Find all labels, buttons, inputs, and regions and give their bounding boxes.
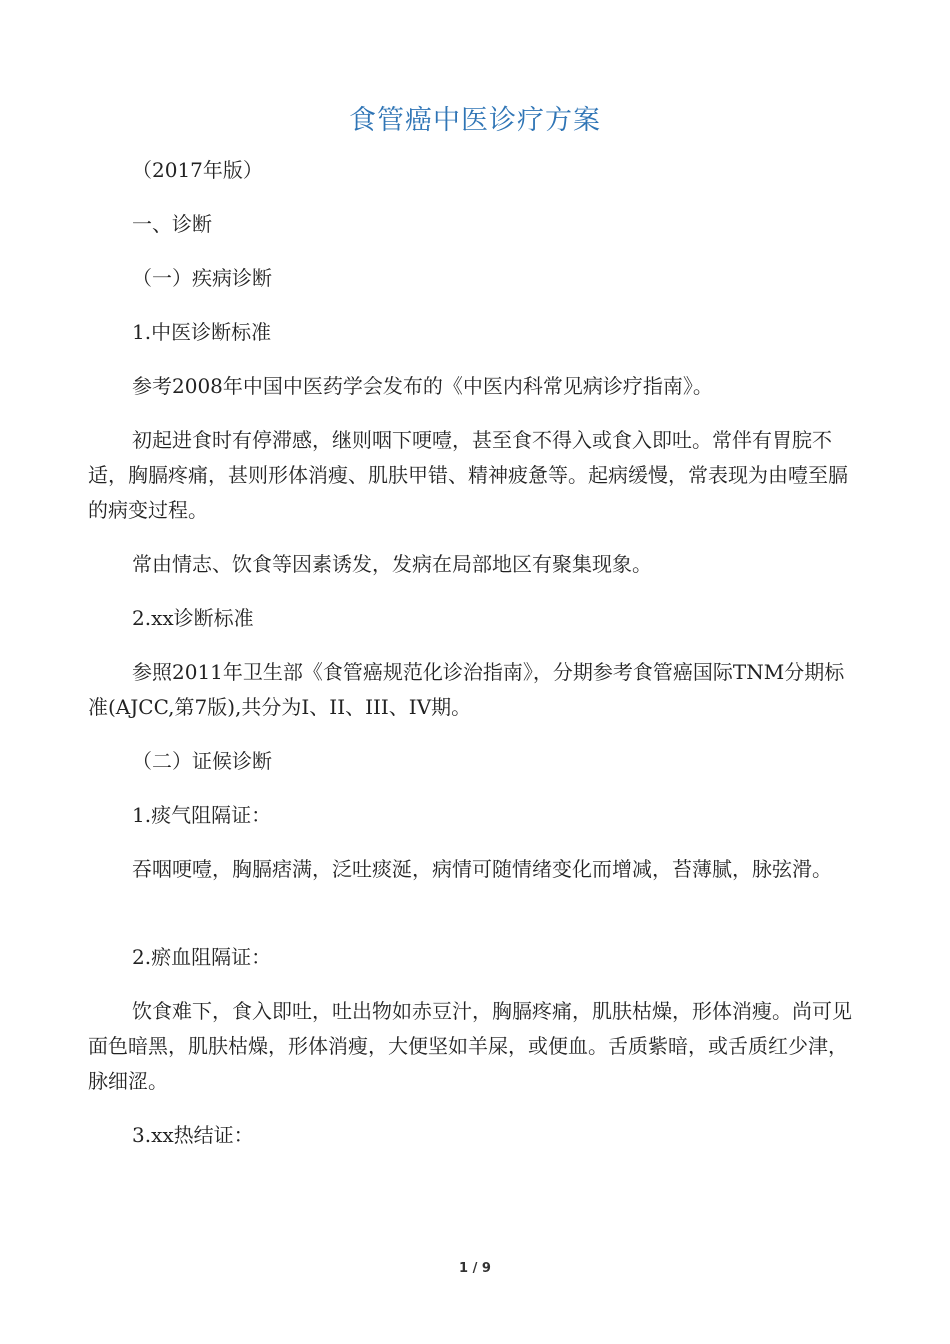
item-heading-phlegm-qi: 1.痰气阻隔证： bbox=[132, 803, 272, 827]
paragraph-blood-stasis: 饮食难下，食入即吐，吐出物如赤豆汁，胸膈疼痛，肌肤枯燥，形体消瘦。尚可见面色暗黑，肌肤枯燥，形体消瘦，大便坚如羊屎，或便血。舌质紫暗，或舌质红少津，脉细涩。 bbox=[88, 999, 852, 1093]
document-title: 食管癌中医诊疗方案 bbox=[349, 105, 601, 136]
subsection-heading-disease-diagnosis: （一）疾病诊断 bbox=[132, 266, 272, 290]
edition-note: （2017年版） bbox=[132, 158, 263, 182]
subsection-heading-syndrome-diagnosis: （二）证候诊断 bbox=[132, 749, 272, 773]
paragraph-triggers: 常由情志、饮食等因素诱发，发病在局部地区有聚集现象。 bbox=[132, 552, 652, 576]
paragraph-staging: 参照2011年卫生部《食管癌规范化诊治指南》，分期参考食管癌国际TNM分期标准(AJCC,第7版),共分为I、II、III、IV期。 bbox=[88, 660, 845, 719]
item-heading-western-criteria: 2.xx诊断标准 bbox=[132, 606, 254, 630]
item-heading-heat-binding: 3.xx热结证： bbox=[132, 1123, 254, 1147]
page-number: 1 / 9 bbox=[459, 1261, 491, 1276]
paragraph-phlegm-qi: 吞咽哽噎，胸膈痞满，泛吐痰涎，病情可随情绪变化而增减，苔薄腻，脉弦滑。 bbox=[132, 857, 832, 881]
item-heading-tcm-criteria: 1.中医诊断标准 bbox=[132, 320, 272, 344]
paragraph-reference-guide: 参考2008年中国中医药学会发布的《中医内科常见病诊疗指南》。 bbox=[132, 374, 713, 398]
section-heading-diagnosis: 一、诊断 bbox=[132, 212, 212, 236]
item-heading-blood-stasis: 2.瘀血阻隔证： bbox=[132, 945, 272, 969]
paragraph-symptoms: 初起进食时有停滞感，继则咽下哽噎，甚至食不得入或食入即吐。常伴有胃脘不适，胸膈疼痛，甚则形体消瘦、肌肤甲错、精神疲惫等。起病缓慢，常表现为由噎至膈的病变过程。 bbox=[88, 428, 848, 522]
